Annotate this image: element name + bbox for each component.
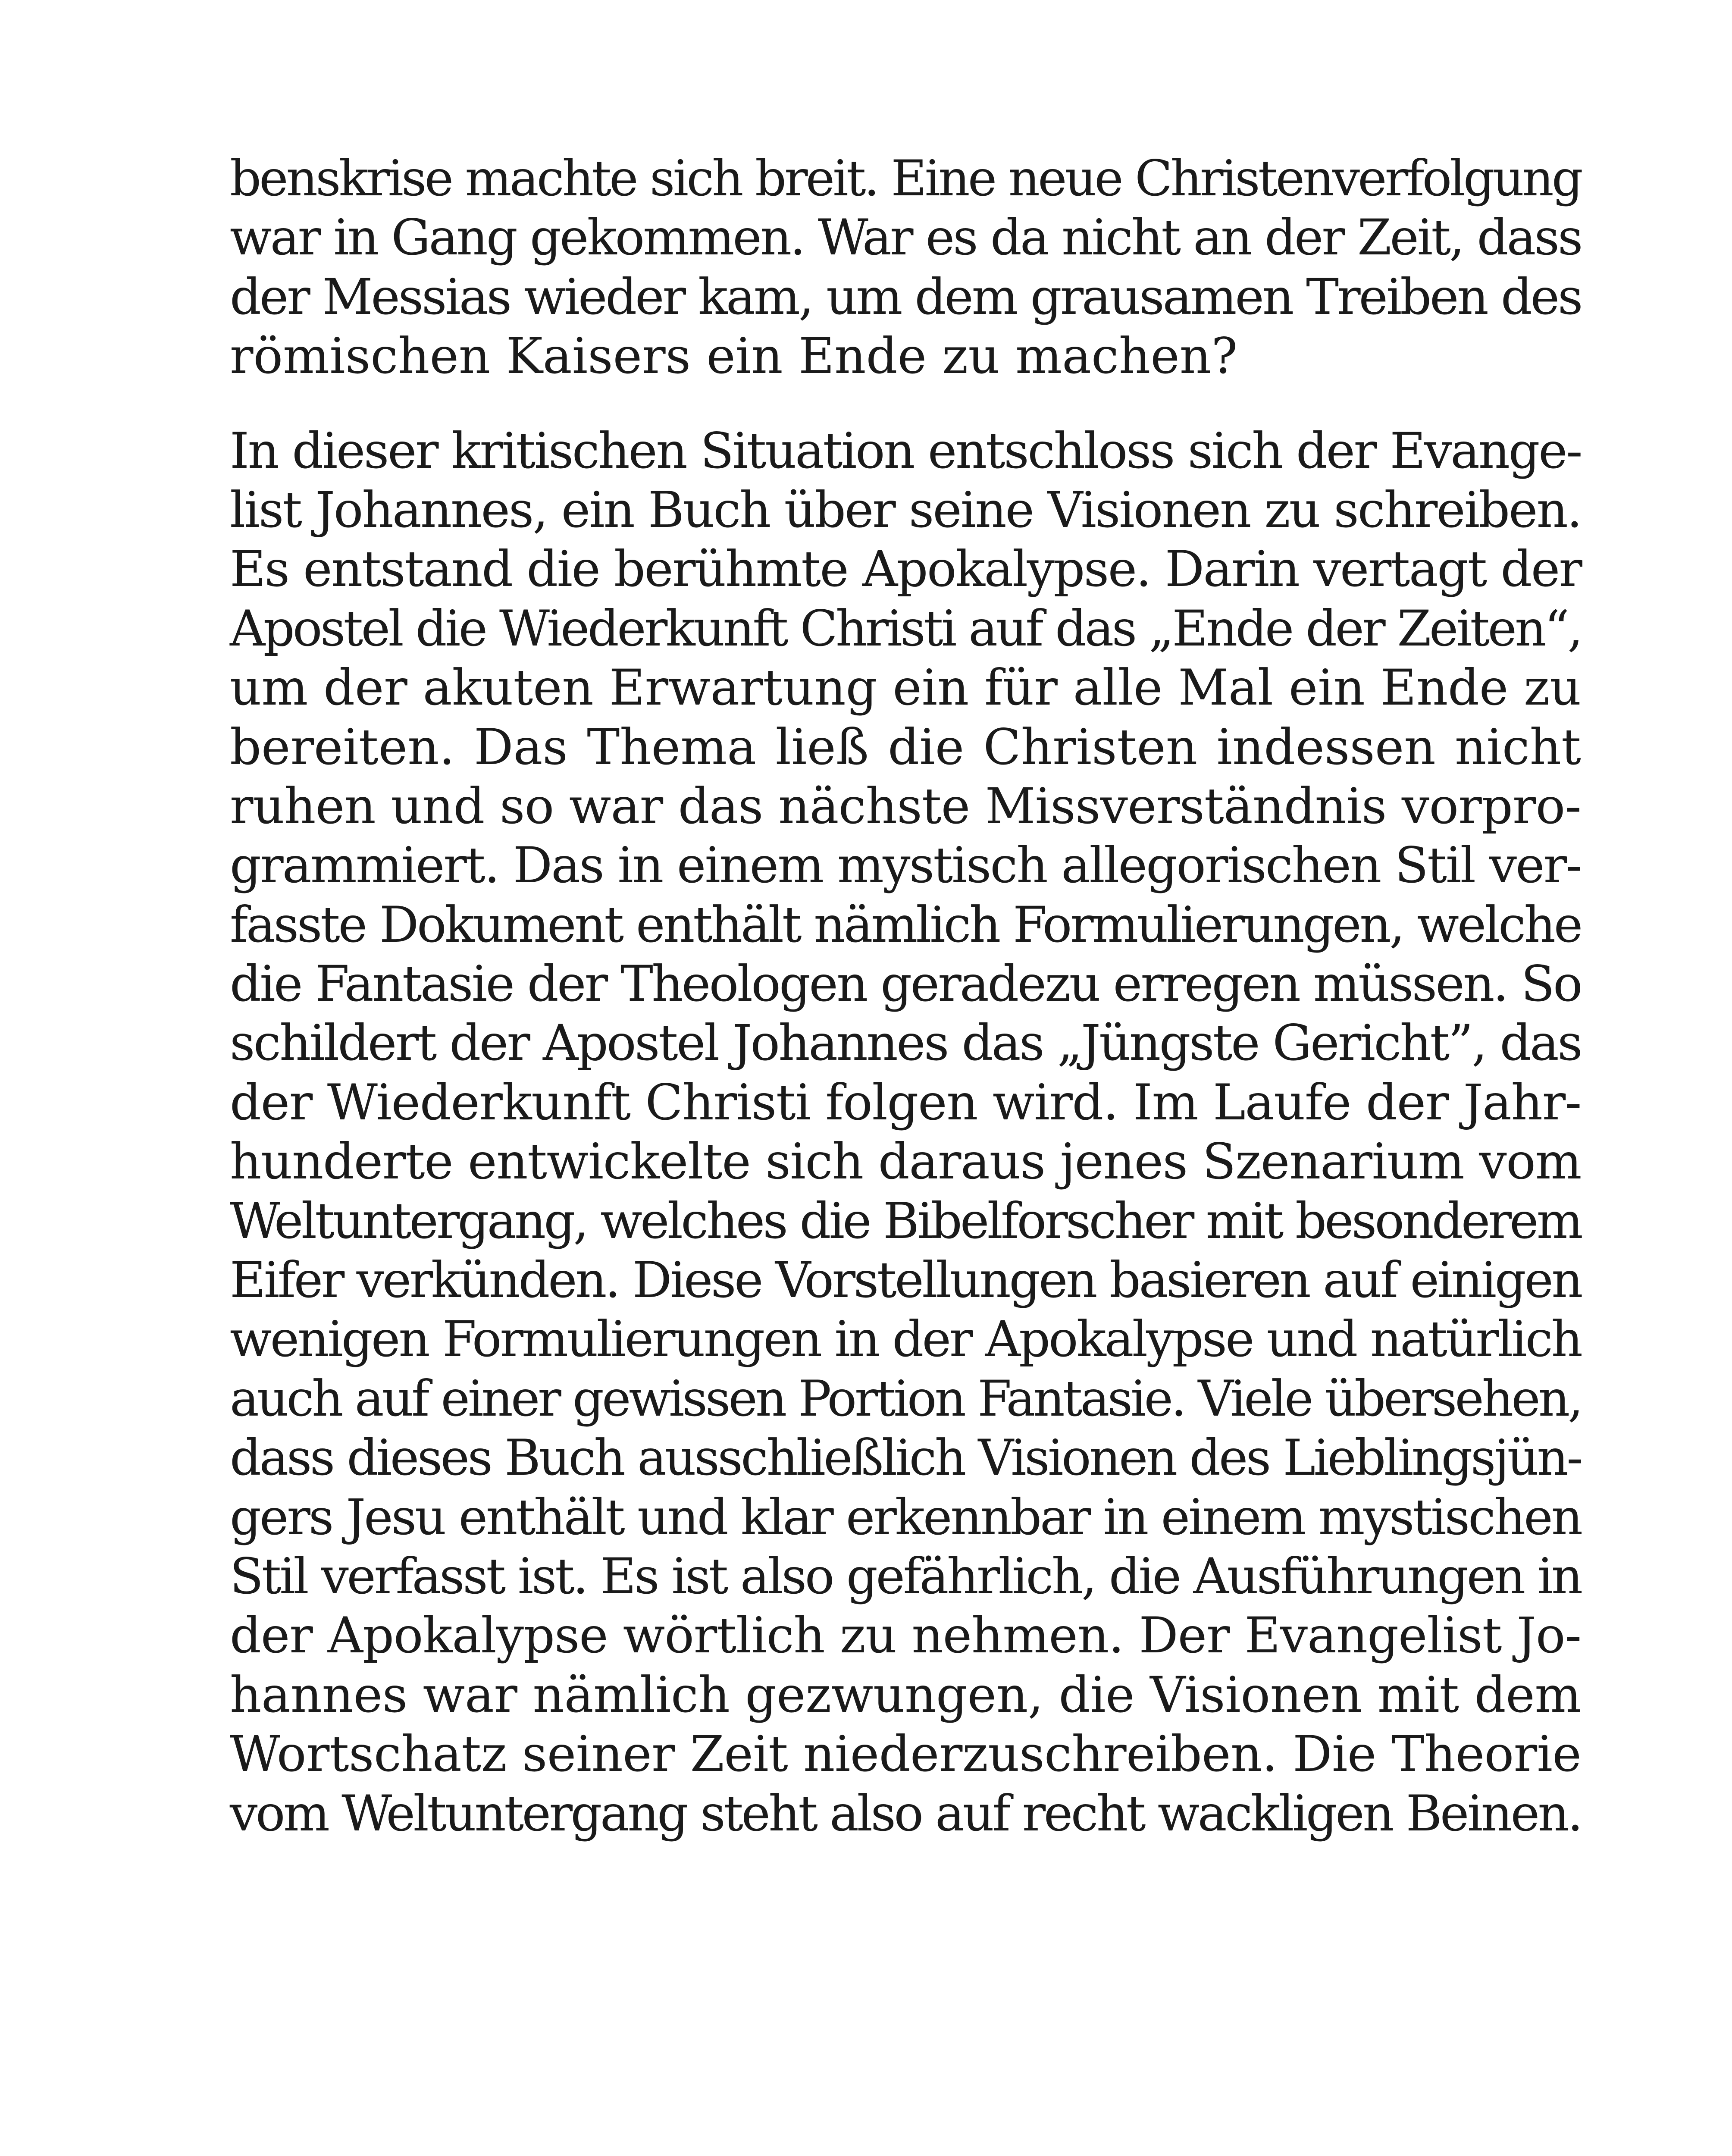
text-line: hunderte entwickelte sich daraus jenes Szenarium vom (230, 1133, 1582, 1191)
text-line: der Wiederkunft Christi folgen wird. Im Laufe der Jahr- (230, 1073, 1581, 1131)
text-line: grammiert. Das in einem mystisch allegorischen Stil ver- (230, 837, 1581, 894)
body-text (230, 149, 1581, 1843)
text-line: hannes war nämlich gezwungen, die Visionen mit dem (230, 1666, 1582, 1724)
text-line: römischen Kaisers ein Ende zu machen? (230, 327, 1238, 385)
text-line: vom Weltuntergang steht also auf recht wackligen Beinen. (230, 1784, 1582, 1842)
text-line: wenigen Formulierungen in der Apokalypse und natürlich (230, 1310, 1582, 1368)
text-line: Stil verfasst ist. Es ist also gefährlich, die Ausführungen in (230, 1547, 1581, 1605)
text-line: war in Gang gekommen. War es da nicht an der Zeit, dass (230, 209, 1582, 266)
text-line: Es entstand die berühmte Apokalypse. Darin vertagt der (230, 540, 1582, 598)
text-line: list Johannes, ein Buch über seine Visionen zu schreiben. (230, 481, 1581, 539)
text-line: bereiten. Das Thema ließ die Christen indessen nicht (230, 718, 1581, 776)
paragraph-1 (230, 149, 1581, 386)
paragraph-2 (230, 421, 1581, 1843)
text-line: fasste Dokument enthält nämlich Formulierungen, welche (230, 896, 1581, 953)
text-line: um der akuten Erwartung ein für alle Mal ein Ende zu (230, 659, 1582, 717)
text-line: auch auf einer gewissen Portion Fantasie. Viele übersehen, (230, 1369, 1582, 1427)
text-line: dass dieses Buch ausschließlich Visionen des Lieblingsjün- (230, 1429, 1582, 1487)
text-line: schildert der Apostel Johannes das „Jüngste Gericht”, das (230, 1014, 1582, 1072)
text-line: Eifer verkünden. Diese Vorstellungen basieren auf einigen (230, 1251, 1582, 1309)
text-line: gers Jesu enthält und klar erkennbar in einem mystischen (230, 1488, 1582, 1546)
text-line: der Messias wieder kam, um dem grausamen Treiben des (230, 268, 1582, 326)
paragraph-spacer (230, 386, 1581, 421)
text-line: Apostel die Wiederkunft Christi auf das „Ende der Zeiten“, (230, 599, 1581, 657)
text-line: ruhen und so war das nächste Missverständnis vorpro- (230, 777, 1581, 835)
text-line: die Fantasie der Theologen geradezu erregen müssen. So (230, 955, 1581, 1013)
text-line: der Apokalypse wörtlich zu nehmen. Der Evangelist Jo- (230, 1607, 1582, 1664)
text-line: benskrise machte sich breit. Eine neue Christenverfolgung (230, 150, 1581, 207)
text-line: In dieser kritischen Situation entschloss sich der Evange- (230, 422, 1582, 479)
text-line: Wortschatz seiner Zeit niederzuschreiben. Die Theorie (230, 1725, 1582, 1783)
text-line: Weltuntergang, welches die Bibelforscher mit besonderem (230, 1192, 1581, 1250)
